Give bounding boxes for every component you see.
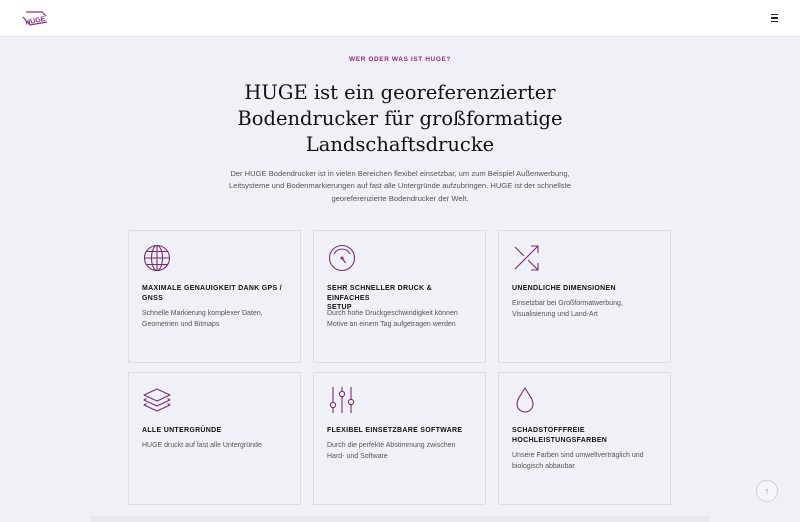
feature-desc-line: Geometrien und Bitmaps [142, 321, 220, 328]
feature-desc-line: biologisch abbaubar [512, 463, 575, 470]
feature-card-gps [128, 230, 301, 363]
feature-desc-line: Durch die perfekte Abstimmung zwischen [327, 442, 456, 449]
globe-icon [142, 243, 172, 273]
feature-card-surfaces [128, 372, 301, 505]
arrow-up-icon: ↑ [764, 486, 770, 496]
feature-desc-line: Hard- und Software [327, 453, 388, 460]
feature-card-software [313, 372, 486, 505]
feature-title-line: FLEXIBEL EINSETZBARE SOFTWARE [327, 427, 463, 434]
intro-paragraph [220, 168, 580, 205]
feature-title-line: ALLE UNTERGRÜNDE [142, 427, 222, 434]
feature-title [327, 426, 472, 436]
intro-line: georeferenzierte Bodendrucker der Welt. [331, 193, 469, 203]
feature-description [327, 440, 477, 462]
feature-card-inks [498, 372, 671, 505]
layers-icon [142, 385, 172, 415]
feature-desc-line: Einsetzbar bei Großformatwerbung, [512, 300, 623, 307]
top-navigation-bar [0, 0, 800, 37]
feature-desc-line: HUGE druckt auf fast alle Untergründe [142, 442, 262, 449]
logo-text: HUGE [24, 15, 47, 27]
sliders-icon [327, 385, 357, 415]
feature-title-line: HOCHLEISTUNGSFARBEN [512, 436, 608, 444]
scroll-to-top-button[interactable] [756, 480, 778, 502]
feature-description [142, 308, 292, 330]
headline-line: Bodendrucker für großformatige [237, 107, 563, 130]
feature-card-dimensions [498, 230, 671, 363]
feature-description [142, 440, 292, 451]
drop-icon [512, 385, 542, 415]
feature-title [142, 284, 287, 303]
headline-line: HUGE ist ein georeferenzierter [244, 81, 556, 104]
feature-desc-line: Motive an einem Tag aufgetragen werden [327, 321, 456, 328]
feature-title [142, 426, 287, 436]
feature-title [512, 426, 657, 445]
section-eyebrow: WER ODER WAS IST HUGE? [348, 56, 452, 63]
feature-title-line: SEHR SCHNELLER DRUCK & EINFACHES [327, 285, 432, 302]
shuffle-arrows-icon [512, 243, 542, 273]
feature-title-line: SETUP [327, 304, 352, 311]
hamburger-menu-icon[interactable] [770, 12, 780, 24]
headline-line: Landschaftsdrucke [305, 133, 495, 156]
feature-title-line: UNENDLICHE DIMENSIONEN [512, 285, 616, 292]
speedometer-icon [327, 243, 357, 273]
feature-card-speed [313, 230, 486, 363]
feature-desc-line: Unsere Farben sind umweltverträglich und [512, 452, 644, 459]
intro-line: Der HUGE Bodendrucker ist in vielen Bereichen flexibel einsetzbar, um zum Beispiel Außenwerbung, [230, 169, 570, 178]
feature-desc-line: Schnelle Markierung komplexer Daten, [142, 310, 263, 317]
feature-description [327, 308, 477, 330]
feature-title-line: SCHADSTOFFFREIE [512, 427, 585, 434]
huge-logo[interactable] [20, 11, 50, 27]
next-section-edge [90, 516, 710, 522]
feature-desc-line: Durch hohe Druckgeschwindigkeit können [327, 310, 458, 317]
feature-title [512, 284, 657, 294]
feature-description [512, 450, 662, 472]
section-headline [200, 80, 600, 158]
intro-line: Leitsysteme und Bodenmarkierungen auf fast alle Untergründe aufzubringen. HUGE ist der schnellste [229, 181, 571, 191]
feature-description [512, 298, 662, 320]
feature-title-line: GNSS [142, 294, 164, 302]
feature-title-line: MAXIMALE GENAUIGKEIT DANK GPS / [142, 285, 282, 292]
feature-desc-line: Visualisierung und Land-Art [512, 311, 598, 318]
